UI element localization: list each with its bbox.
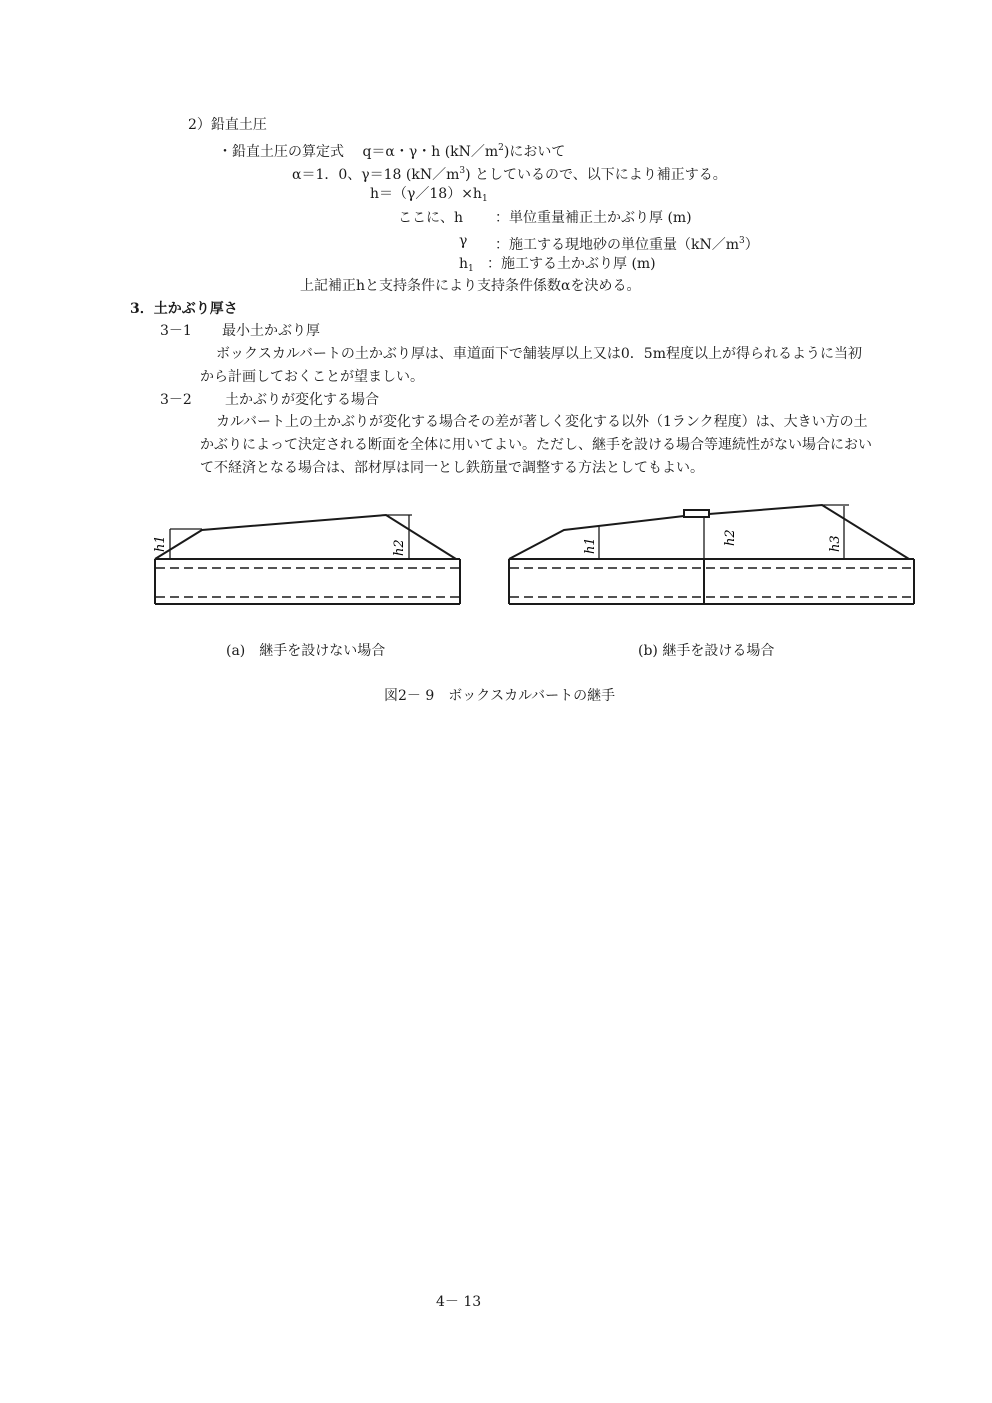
subsection-3-1-body-line-2: から計画しておくことが望ましい。: [200, 369, 424, 385]
subsection-3-1-body-line-1: ボックスカルバートの土かぶり厚は、車道面下で舗装厚以上又は0．5m程度以上が得られるように当初: [216, 346, 862, 362]
subsection-3-2-number: 3－2: [160, 392, 192, 408]
diagram-b-with-joint: [504, 496, 919, 611]
definition-h-label: ここに、h: [398, 210, 464, 226]
diagram-b-label-h2: h2: [723, 529, 738, 546]
diagram-b-joint-block: [684, 510, 709, 517]
diagram-b-svg: [504, 496, 919, 611]
page-number: 4－ 13: [436, 1294, 482, 1310]
diagram-a-no-joint: [140, 496, 475, 611]
subsection-3-1-title: 最小土かぶり厚: [222, 323, 320, 339]
subsection-3-2-body-line-3: て不経済となる場合は、部材厚は同一とし鉄筋量で調整する方法としてもよい。: [200, 460, 704, 476]
diagram-b-label-h3: h3: [828, 535, 843, 552]
subsection-3-2-title: 土かぶりが変化する場合: [225, 392, 379, 408]
section-3-heading: 3．土かぶり厚さ: [130, 301, 238, 317]
definition-h1-label: $h_1$: [459, 256, 474, 274]
diagram-a-label-h2: h2: [392, 539, 407, 556]
caption-b: (b) 継手を設ける場合: [638, 643, 775, 659]
definition-gamma-label: γ: [459, 233, 468, 249]
section-2-conclusion: 上記補正hと支持条件により支持条件係数αを決める。: [300, 278, 641, 294]
alpha-gamma-statement: α＝1．0、γ＝18 $(kN/m^3)$ としているので、以下により補正する。: [292, 166, 727, 183]
caption-a: (a) 継手を設けない場合: [226, 643, 386, 659]
definition-gamma-text: ：施工する現地砂の単位重量$(kN/m^3)$: [495, 236, 759, 253]
formula-intro: ・鉛直土圧の算定式 q＝α・γ・h $(kN/m^2)$において: [218, 143, 566, 160]
section-2-heading: 2）鉛直土圧: [188, 117, 267, 133]
correction-formula: $h=(\gamma/18)\times h_1$: [370, 186, 488, 204]
subsection-3-2-body-line-1: カルバート上の土かぶりが変化する場合その差が著しく変化する以外（1ランク程度）は、大きい方の土: [216, 414, 868, 430]
subsection-3-2-body-line-2: かぶりによって決定される断面を全体に用いてよい。ただし、継手を設ける場合等連続性がない場合におい: [200, 437, 872, 453]
definition-h1-text: ：施工する土かぶり厚 (m): [487, 256, 656, 272]
definition-h-text: ：単位重量補正土かぶり厚 (m): [495, 210, 692, 226]
figure-title: 図2－ 9 ボックスカルバートの継手: [384, 688, 616, 704]
diagram-b-label-h1: h1: [583, 537, 598, 554]
subsection-3-1-number: 3－1: [160, 323, 192, 339]
diagram-a-svg: [140, 496, 475, 611]
diagram-a-embankment: [155, 515, 456, 559]
diagram-a-label-h1: h1: [153, 535, 168, 552]
diagram-b-embankment-right: [709, 505, 909, 559]
